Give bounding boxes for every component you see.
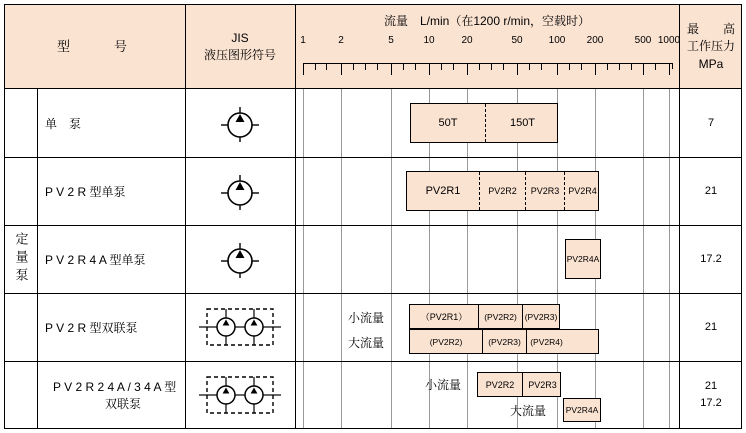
row-label-text: 单 泵: [45, 116, 82, 131]
flow-gridline: [391, 89, 392, 428]
scale-tick-20: 20: [461, 35, 473, 46]
flow-bar-segment: PV2R2: [479, 172, 525, 210]
flow-bar-segment: (PV2R3): [482, 330, 526, 353]
scale-minor-tick: [377, 63, 378, 70]
double-pump-symbol-icon: [199, 301, 281, 353]
flow-gridline: [303, 89, 304, 428]
table-body: [5, 89, 741, 428]
pump-symbol-icon: [216, 99, 264, 147]
large-flow-label-row4: 大流量: [348, 335, 385, 350]
scale-minor-tick: [491, 63, 492, 70]
scale-tick-200: 200: [586, 35, 604, 46]
flow-gridline: [669, 89, 670, 428]
group-label-text: 定量泵: [13, 231, 29, 286]
scale-major-tick: [557, 63, 558, 75]
scale-minor-tick: [441, 63, 442, 70]
row-label-line1: P V 2 R 2 4 A / 3 4 A 型: [53, 379, 177, 394]
flow-bar-segment: PV2R4A: [566, 254, 600, 264]
scale-minor-tick: [619, 63, 620, 70]
scale-major-tick: [643, 63, 644, 75]
header-jis-line1: JIS: [231, 30, 249, 45]
scale-minor-tick: [569, 63, 570, 70]
scale-major-tick: [303, 63, 304, 75]
jis-symbol-single-pump: [185, 89, 295, 157]
scale-tick-10: 10: [423, 35, 435, 46]
flow-bar-pv2r-double-large: [409, 329, 599, 354]
row-label-pv2r4a-single-pump: [37, 225, 185, 293]
header-jis-line2: 液压图形符号: [203, 48, 276, 62]
flow-bar-pv2r24a-small: [477, 372, 561, 397]
scale-minor-tick: [541, 63, 542, 70]
scale-major-tick: [595, 63, 596, 75]
large-flow-label-row5: 大流量: [510, 403, 547, 418]
scale-major-tick: [341, 63, 342, 75]
flow-bar-single-pump: [410, 103, 558, 143]
row-label-pv2r24a-34a-double-pump: [37, 361, 185, 428]
row-label-single-pump: [37, 89, 185, 157]
scale-minor-tick: [453, 63, 454, 70]
row-label-line2: 双联泵: [104, 396, 141, 411]
pressure-cell: 21: [704, 184, 718, 197]
scale-minor-tick: [315, 63, 316, 70]
scale-tick-1000: 1000: [657, 35, 681, 46]
scale-axis: [303, 63, 673, 69]
flow-bar-segment: PV2R4A: [565, 405, 599, 415]
scale-major-tick: [429, 63, 430, 75]
pump-symbol-icon: [216, 235, 264, 283]
scale-major-tick: [391, 63, 392, 75]
flow-bar-segment: 50T: [438, 117, 458, 129]
header-flow: 流量 L/min（在1200 r/min，空载时）: [383, 14, 591, 29]
flow-gridline: [643, 89, 644, 428]
flow-bar-pv2r-single-pump: [406, 171, 599, 211]
flow-bar-segment: （PV2R1）: [420, 312, 468, 322]
flow-bar-segment: PV2R4: [564, 172, 600, 210]
scale-minor-tick: [529, 63, 530, 70]
flow-bar-segment: (PV2R4): [526, 330, 566, 353]
row-label-text: P V 2 R 型单泵: [45, 184, 126, 199]
column-separator-jis: [295, 89, 296, 428]
header-model: 型 号: [56, 38, 133, 54]
scale-minor-tick: [326, 63, 327, 70]
flow-bar-segment: PV2R2: [485, 379, 515, 390]
jis-symbol-pv2r-double-pump: [185, 293, 295, 361]
table-header: [5, 5, 741, 89]
jis-symbol-pv2r-single-pump: [185, 157, 295, 225]
flow-bar-segment: 150T: [485, 104, 559, 142]
header-pressure-line3: MPa: [698, 56, 724, 71]
scale-major-tick: [517, 63, 518, 75]
header-pressure: [679, 5, 743, 89]
scale-major-tick: [467, 63, 468, 75]
scale-minor-tick: [353, 63, 354, 70]
scale-tick-1: 1: [300, 35, 306, 46]
flow-bar-pv2r24a-large: [563, 398, 601, 422]
scale-tick-100: 100: [548, 35, 566, 46]
scale-minor-tick: [403, 63, 404, 70]
header-pressure-line1: 最 高: [686, 21, 735, 36]
flow-gridline: [341, 89, 342, 428]
scale-tick-2: 2: [338, 35, 344, 46]
flow-bar-segment: PV2R1: [425, 185, 461, 197]
small-flow-label-row4: 小流量: [348, 310, 385, 325]
scale-minor-tick: [655, 63, 656, 70]
flow-bar-segment: (PV2R3): [522, 305, 559, 328]
scale-tick-500: 500: [634, 35, 652, 46]
small-flow-label-row5: 小流量: [425, 377, 462, 392]
flow-bar-segment: PV2R3: [522, 373, 562, 396]
scale-minor-tick: [365, 63, 366, 70]
flow-bar-segment: PV2R3: [525, 172, 564, 210]
jis-symbol-pv2r24a-34a: [185, 361, 295, 428]
header-jis: [185, 5, 295, 89]
scale-tick-5: 5: [388, 35, 394, 46]
pressure-cell: 17.2: [700, 252, 722, 265]
pressure-cell: 21: [704, 320, 718, 333]
row-label-text: P V 2 R 4 A 型单泵: [45, 252, 146, 267]
scale-tick-50: 50: [511, 35, 523, 46]
double-pump-symbol-icon: [199, 369, 281, 421]
pump-symbol-icon: [216, 167, 264, 215]
flow-bar-segment: (PV2R2): [429, 336, 463, 347]
scale-minor-tick: [581, 63, 582, 70]
scale-minor-tick: [479, 63, 480, 70]
flow-scale: [295, 35, 679, 87]
flow-bar-pv2r4a: [565, 239, 601, 279]
table-frame: [4, 4, 742, 429]
pressure-line1: 21: [704, 380, 718, 392]
pressure-cell: 7: [707, 116, 715, 129]
flow-bar-pv2r-double-small: [409, 304, 560, 329]
pressure-cell: [679, 361, 743, 428]
scale-minor-tick: [631, 63, 632, 70]
flow-bar-segment: (PV2R2): [478, 305, 522, 328]
scale-minor-tick: [607, 63, 608, 70]
header-pressure-line2: 工作压力: [686, 39, 735, 54]
scale-major-tick: [669, 63, 670, 75]
scale-minor-tick: [415, 63, 416, 70]
row-label-pv2r-single-pump: [37, 157, 185, 225]
pressure-line2: 17.2: [700, 396, 722, 409]
jis-symbol-pv2r4a-single-pump: [185, 225, 295, 293]
group-label-fixed-displacement-pump: [5, 89, 37, 428]
row-label-text-block: [37, 378, 185, 412]
row-label-text: P V 2 R 型双联泵: [45, 320, 138, 335]
row-label-pv2r-double-pump: [37, 293, 185, 361]
scale-minor-tick: [503, 63, 504, 70]
